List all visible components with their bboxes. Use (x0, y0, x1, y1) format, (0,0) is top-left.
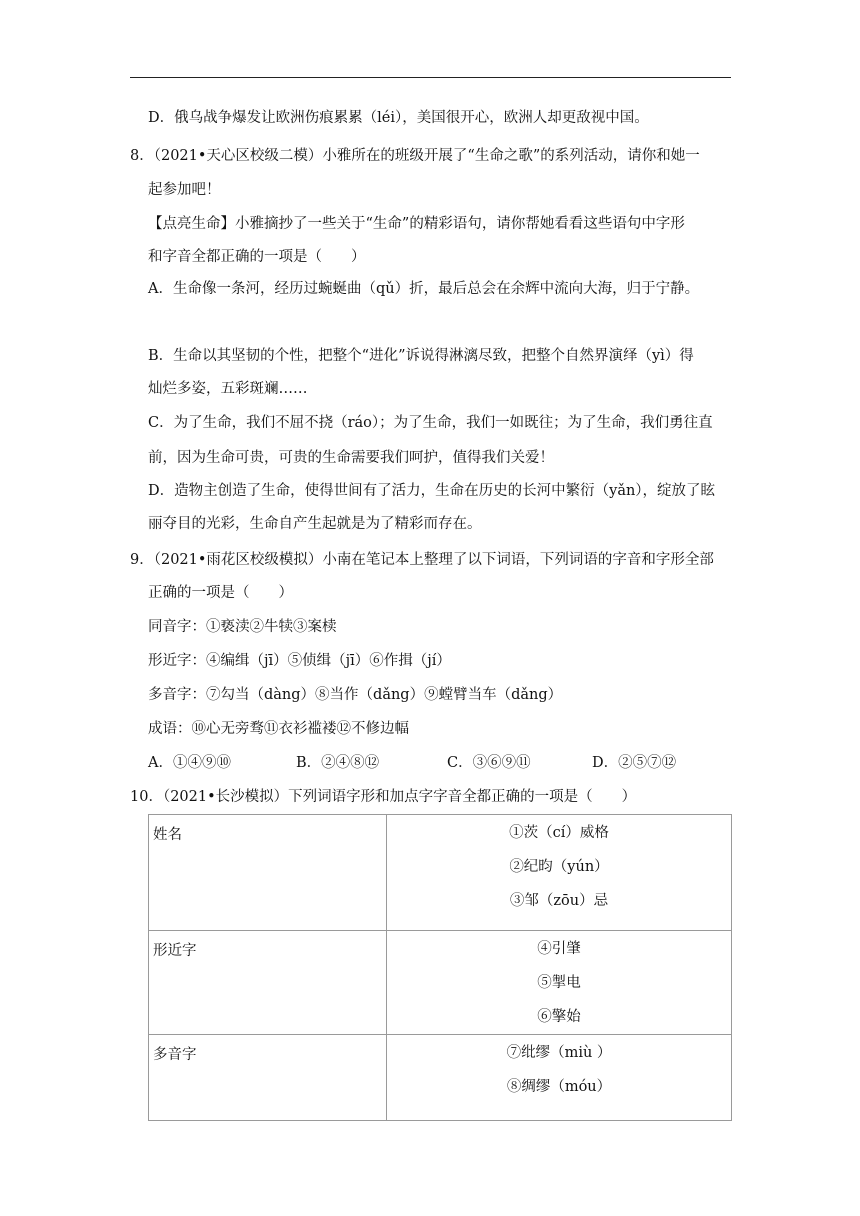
q8-option-a: A．生命像一条河，经历过蜿蜒曲（qǔ）折，最后总会在余辉中流向大海，归于宁静。 (148, 281, 700, 297)
list-item: ②纪昀（yún） (509, 859, 609, 875)
q9-polyphones: 多音字：⑦勾当（dàng）⑧当作（dǎng）⑨螳臂当车（dǎng） (148, 687, 563, 703)
q8-option-b-cont: 灿烂多姿，五彩斑斓…… (148, 381, 308, 397)
q8-option-b: B．生命以其坚韧的个性，把整个“进化”诉说得淋漓尽致，把整个自然界演绎（yì）得 (148, 348, 694, 364)
q9-stem: 9．（2021•雨花区校级模拟）小南在笔记本上整理了以下词语，下列词语的字音和字形全部 (130, 552, 714, 568)
q9-choice-d: D．②⑤⑦⑫ (592, 755, 677, 771)
table-cell-items (387, 931, 732, 1035)
q7-option-d: D．俄乌战争爆发让欧洲伤痕累累（léi），美国很开心，欧洲人却更敌视中国。 (148, 110, 649, 126)
q9-similar-chars: 形近字：④编缉（jī）⑤侦缉（jī）⑥作揖（jí） (148, 653, 451, 669)
q8-stem-cont: 起参加吧！ (148, 182, 221, 198)
table-cell-items (387, 815, 732, 931)
list-item: ①茨（cí）威格 (509, 825, 609, 841)
table-cell-label: 形近字 (149, 931, 387, 1035)
q10-table (148, 814, 732, 1121)
q8-option-c-cont: 前，因为生命可贵，可贵的生命需要我们呵护，值得我们关爱！ (148, 450, 554, 466)
q8-option-d: D．造物主创造了生命，使得世间有了活力，生命在历史的长河中繁衍（yǎn），绽放了眩 (148, 483, 716, 499)
q9-idioms: 成语：⑩心无旁骛⑪衣衫褴褛⑫不修边幅 (148, 721, 409, 737)
list-item: ⑥擎始 (537, 1009, 581, 1025)
q9-homophones: 同音字：①亵渎②牛犊③案椟 (148, 619, 337, 635)
q10-stem: 10．（2021•长沙模拟）下列词语字形和加点字字音全都正确的一项是（ ） (130, 789, 637, 805)
q8-option-c: C．为了生命，我们不屈不挠（ráo）；为了生命，我们一如既往；为了生命，我们勇往直 (148, 415, 713, 431)
list-item: ⑦纰缪（miù ） (506, 1045, 612, 1061)
list-item: ⑤掣电 (537, 975, 581, 991)
q8-prompt: 【点亮生命】小雅摘抄了一些关于“生命”的精彩语句，请你帮她看看这些语句中字形 (148, 216, 685, 232)
q9-stem-cont: 正确的一项是（ ） (148, 585, 293, 601)
table-cell-items (387, 1035, 732, 1121)
q9-choice-a: A．①④⑨⑩ (148, 755, 231, 771)
table-cell-label: 多音字 (149, 1035, 387, 1121)
table-cell-label: 姓名 (149, 815, 387, 931)
q9-choice-b: B．②④⑧⑫ (296, 755, 380, 771)
table-row (149, 815, 732, 931)
header-rule (130, 77, 731, 78)
q8-prompt-cont: 和字音全都正确的一项是（ ） (148, 249, 366, 265)
q9-choice-c: C．③⑥⑨⑪ (447, 755, 531, 771)
list-item: ⑧绸缪（móu） (506, 1079, 612, 1095)
table-row (149, 1035, 732, 1121)
q8-stem: 8．（2021•天心区校级二模）小雅所在的班级开展了“生命之歌”的系列活动，请你和她一 (130, 148, 700, 164)
list-item: ④引肇 (537, 941, 581, 957)
list-item: ③邹（zōu）忌 (509, 893, 609, 909)
table-row (149, 931, 732, 1035)
q8-option-d-cont: 丽夺目的光彩，生命自产生起就是为了精彩而存在。 (148, 516, 482, 532)
